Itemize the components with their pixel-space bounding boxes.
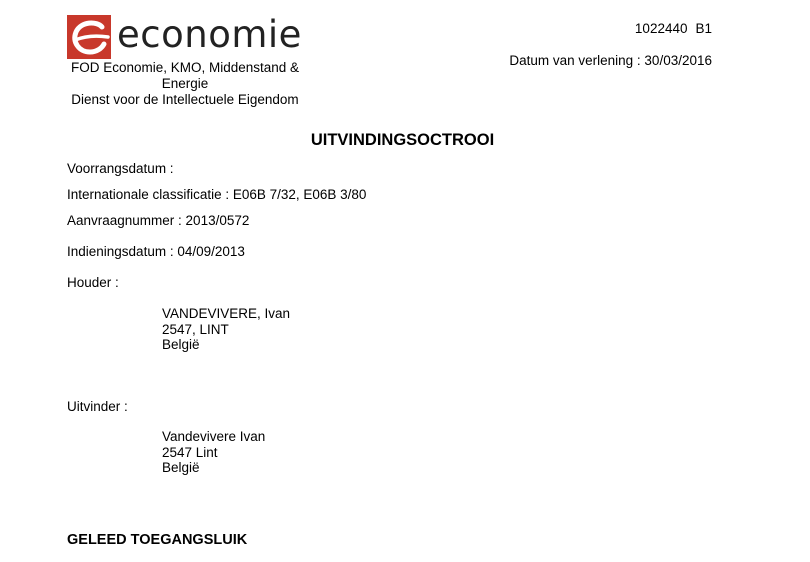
holder-label: Houder : — [67, 275, 119, 290]
application-number: Aanvraagnummer : 2013/0572 — [67, 213, 250, 228]
org-line-1: FOD Economie, KMO, Middenstand & — [70, 60, 300, 75]
inventor-city: 2547 Lint — [162, 444, 218, 460]
holder-address — [162, 306, 290, 353]
patent-number: 1022440 — [634, 21, 688, 36]
org-line-2: Energie — [161, 76, 209, 91]
org-line-3: Dienst voor de Intellectuele Eigendom — [71, 92, 299, 107]
economie-logo-icon — [67, 15, 111, 59]
holder-city: 2547, LINT — [162, 321, 229, 337]
inventor-country: België — [162, 460, 200, 475]
priority-date: Voorrangsdatum : — [67, 161, 174, 176]
holder-country: België — [162, 337, 200, 352]
holder-name: VANDEVIVERE, Ivan — [162, 306, 291, 321]
inventor-name: Vandevivere Ivan — [162, 429, 266, 444]
patent-kind: B1 — [695, 21, 712, 36]
organization-name — [67, 60, 303, 108]
logo — [67, 13, 302, 59]
filing-date: Indieningsdatum : 04/09/2013 — [67, 244, 245, 259]
classification: Internationale classificatie : E06B 7/32, E06B 3/80 — [67, 187, 367, 202]
inventor-label: Uitvinder : — [67, 399, 128, 414]
inventor-address — [162, 429, 265, 476]
document-title: UITVINDINGSOCTROOI — [310, 131, 495, 149]
patent-reference — [635, 21, 712, 36]
logo-wordmark: economie — [117, 13, 302, 56]
grant-date: Datum van verlening : 30/03/2016 — [509, 53, 712, 68]
invention-title: GELEED TOEGANGSLUIK — [67, 532, 248, 548]
